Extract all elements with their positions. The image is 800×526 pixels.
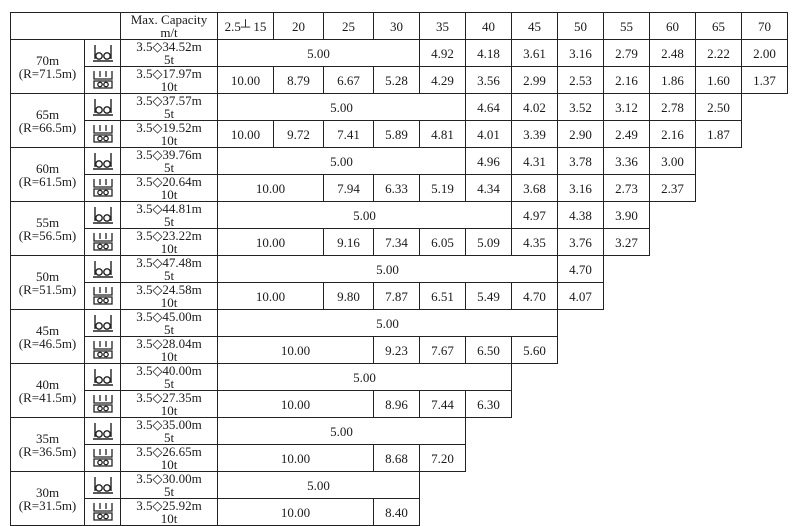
single-boom-icon: [91, 152, 115, 170]
load-row: [11, 283, 788, 310]
load-value-cell: 10.00: [218, 391, 374, 418]
boom-length: 60m: [35, 160, 60, 176]
load-value-cell: 9.80: [324, 283, 374, 310]
radius-header-5: 35: [420, 13, 466, 40]
double-hook-icon: [91, 232, 115, 252]
load-row: [11, 229, 788, 256]
double-hook-symbol: [85, 499, 121, 526]
load-value-cell: 8.96: [374, 391, 420, 418]
empty-area: [466, 418, 788, 445]
load-value-cell: 4.81: [420, 121, 466, 148]
boom-length-cell: [11, 256, 85, 310]
load-value-cell: 4.31: [512, 148, 558, 175]
load-value-cell: 10.00: [218, 121, 274, 148]
load-value-cell: 1.37: [742, 67, 788, 94]
boom-length: 40m: [35, 376, 60, 392]
max-capacity-cell: [121, 364, 218, 391]
load-value-cell: 2.00: [742, 40, 788, 67]
empty-area: [650, 229, 788, 256]
max-capacity-load: 10t: [160, 241, 178, 256]
max-capacity-range: 3.5◇34.52m: [136, 39, 202, 54]
load-value-cell: 2.99: [512, 67, 558, 94]
empty-area: [696, 148, 788, 175]
empty-area: [650, 202, 788, 229]
load-chart-table: [10, 12, 788, 526]
load-value-cell: 4.02: [512, 94, 558, 121]
load-value-cell: 7.20: [420, 445, 466, 472]
load-value-cell: 6.50: [466, 337, 512, 364]
load-value-cell: 5.49: [466, 283, 512, 310]
max-capacity-range: 3.5◇47.48m: [136, 255, 202, 270]
double-hook-icon: [91, 70, 115, 90]
radius-header-6: 40: [466, 13, 512, 40]
single-boom-icon: [91, 476, 115, 494]
double-hook-icon: [91, 286, 115, 306]
load-value-cell: 3.56: [466, 67, 512, 94]
empty-area: [604, 256, 788, 283]
boom-radius: (R=71.5m): [18, 65, 77, 81]
max-capacity-range: 3.5◇30.00m: [136, 471, 202, 486]
load-row: [11, 175, 788, 202]
max-capacity-cell: [121, 202, 218, 229]
double-hook-symbol: [85, 391, 121, 418]
max-capacity-range: 3.5◇45.00m: [136, 309, 202, 324]
capacity-header: [121, 13, 218, 40]
max-capacity-load: 10t: [160, 349, 178, 364]
boom-length-cell: [11, 310, 85, 364]
load-value-cell: 1.87: [696, 121, 742, 148]
load-value-cell: 2.73: [604, 175, 650, 202]
load-row: [11, 256, 788, 283]
capacity-label: Max. Capacity: [130, 12, 208, 27]
capacity-unit: m/t: [160, 25, 178, 40]
max-capacity-cell: [121, 94, 218, 121]
max-capacity-cell: [121, 256, 218, 283]
double-hook-symbol: [85, 67, 121, 94]
double-hook-icon: [91, 124, 115, 144]
empty-area: [466, 445, 788, 472]
empty-area: [742, 121, 788, 148]
load-value-cell: 7.34: [374, 229, 420, 256]
load-value-cell: 4.96: [466, 148, 512, 175]
load-value-cell: 2.16: [650, 121, 696, 148]
load-row: [11, 202, 788, 229]
load-value-cell: 2.90: [558, 121, 604, 148]
load-value-cell: 5.28: [374, 67, 420, 94]
load-value-cell: 5.89: [374, 121, 420, 148]
load-value-cell: 10.00: [218, 67, 274, 94]
empty-area: [558, 337, 788, 364]
load-value-cell: 4.07: [558, 283, 604, 310]
boom-radius: (R=36.5m): [18, 443, 77, 459]
load-value-cell: 8.79: [274, 67, 324, 94]
load-row: [11, 499, 788, 526]
load-value-cell: 3.61: [512, 40, 558, 67]
single-boom-icon: [91, 422, 115, 440]
load-value-cell: 3.68: [512, 175, 558, 202]
radius-header-10: 60: [650, 13, 696, 40]
load-value-cell: 2.50: [696, 94, 742, 121]
load-value-cell: 2.37: [650, 175, 696, 202]
load-value-cell: 5.00: [218, 94, 466, 121]
max-capacity-range: 3.5◇39.76m: [136, 147, 202, 162]
boom-length-cell: [11, 148, 85, 202]
load-value-cell: 4.70: [558, 256, 604, 283]
load-value-cell: 5.60: [512, 337, 558, 364]
single-boom-symbol: [85, 256, 121, 283]
load-value-cell: 5.00: [218, 202, 512, 229]
load-value-cell: 10.00: [218, 337, 374, 364]
chart-body: [11, 40, 788, 526]
max-capacity-range: 3.5◇17.97m: [136, 66, 202, 81]
empty-area: [420, 499, 788, 526]
max-capacity-range: 3.5◇23.22m: [136, 228, 202, 243]
boom-radius: (R=66.5m): [18, 119, 77, 135]
load-value-cell: 5.00: [218, 310, 558, 337]
load-value-cell: 2.49: [604, 121, 650, 148]
max-capacity-range: 3.5◇26.65m: [136, 444, 202, 459]
load-value-cell: 7.41: [324, 121, 374, 148]
single-boom-symbol: [85, 40, 121, 67]
max-capacity-load: 10t: [160, 295, 178, 310]
single-boom-icon: [91, 368, 115, 386]
max-capacity-load: 10t: [160, 187, 178, 202]
load-row: [11, 310, 788, 337]
single-boom-icon: [91, 98, 115, 116]
load-value-cell: 3.78: [558, 148, 604, 175]
load-row: [11, 94, 788, 121]
load-value-cell: 10.00: [218, 445, 374, 472]
radius-header-8: 50: [558, 13, 604, 40]
single-boom-symbol: [85, 94, 121, 121]
load-value-cell: 2.53: [558, 67, 604, 94]
max-capacity-range: 3.5◇20.64m: [136, 174, 202, 189]
boom-length: 35m: [35, 430, 60, 446]
empty-area: [604, 283, 788, 310]
radius-header-3: 25: [324, 13, 374, 40]
load-value-cell: 5.00: [218, 364, 512, 391]
boom-length: 65m: [35, 106, 60, 122]
max-capacity-cell: [121, 391, 218, 418]
double-hook-symbol: [85, 445, 121, 472]
load-value-cell: 5.09: [466, 229, 512, 256]
load-row: [11, 364, 788, 391]
load-value-cell: 7.44: [420, 391, 466, 418]
load-value-cell: 10.00: [218, 283, 324, 310]
max-capacity-range: 3.5◇25.92m: [136, 498, 202, 513]
load-value-cell: 3.27: [604, 229, 650, 256]
max-capacity-cell: [121, 148, 218, 175]
radius-header-12: 70: [742, 13, 788, 40]
radius-header-9: 55: [604, 13, 650, 40]
max-capacity-cell: [121, 40, 218, 67]
load-value-cell: 9.72: [274, 121, 324, 148]
radius-header-11: 65: [696, 13, 742, 40]
empty-area: [696, 175, 788, 202]
load-value-cell: 3.39: [512, 121, 558, 148]
boom-radius: (R=46.5m): [18, 335, 77, 351]
load-row: [11, 40, 788, 67]
load-chart: [10, 12, 788, 526]
load-value-cell: 4.29: [420, 67, 466, 94]
load-value-cell: 4.35: [512, 229, 558, 256]
load-value-cell: 8.40: [374, 499, 420, 526]
max-capacity-load: 5t: [163, 430, 175, 445]
max-capacity-cell: [121, 472, 218, 499]
load-value-cell: 4.01: [466, 121, 512, 148]
max-capacity-cell: [121, 310, 218, 337]
radius-header-1: 2.5┴ 15: [218, 13, 274, 40]
max-capacity-load: 5t: [163, 322, 175, 337]
load-value-cell: 5.19: [420, 175, 466, 202]
load-value-cell: 5.00: [218, 418, 466, 445]
load-value-cell: 2.79: [604, 40, 650, 67]
load-value-cell: 8.68: [374, 445, 420, 472]
load-row: [11, 337, 788, 364]
load-value-cell: 4.70: [512, 283, 558, 310]
max-capacity-load: 10t: [160, 457, 178, 472]
load-value-cell: 7.67: [420, 337, 466, 364]
empty-area: [420, 472, 788, 499]
load-value-cell: 2.48: [650, 40, 696, 67]
max-capacity-load: 5t: [163, 52, 175, 67]
max-capacity-load: 5t: [163, 160, 175, 175]
single-boom-symbol: [85, 418, 121, 445]
load-value-cell: 4.97: [512, 202, 558, 229]
empty-area: [512, 364, 788, 391]
boom-length: 30m: [35, 484, 60, 500]
radius-header-4: 30: [374, 13, 420, 40]
empty-area: [742, 94, 788, 121]
load-value-cell: 3.16: [558, 175, 604, 202]
load-row: [11, 472, 788, 499]
max-capacity-load: 10t: [160, 511, 178, 526]
max-capacity-load: 5t: [163, 484, 175, 499]
single-boom-icon: [91, 314, 115, 332]
max-capacity-cell: [121, 283, 218, 310]
load-value-cell: 6.51: [420, 283, 466, 310]
load-value-cell: 3.90: [604, 202, 650, 229]
max-capacity-range: 3.5◇37.57m: [136, 93, 202, 108]
empty-area: [512, 391, 788, 418]
max-capacity-range: 3.5◇19.52m: [136, 120, 202, 135]
double-hook-icon: [91, 448, 115, 468]
load-value-cell: 4.38: [558, 202, 604, 229]
max-capacity-range: 3.5◇27.35m: [136, 390, 202, 405]
max-capacity-load: 10t: [160, 79, 178, 94]
max-capacity-load: 5t: [163, 268, 175, 283]
single-boom-symbol: [85, 202, 121, 229]
load-value-cell: 1.60: [696, 67, 742, 94]
load-value-cell: 4.34: [466, 175, 512, 202]
load-value-cell: 9.16: [324, 229, 374, 256]
max-capacity-cell: [121, 499, 218, 526]
load-value-cell: 4.18: [466, 40, 512, 67]
max-capacity-range: 3.5◇40.00m: [136, 363, 202, 378]
load-row: [11, 445, 788, 472]
double-hook-symbol: [85, 283, 121, 310]
load-value-cell: 1.86: [650, 67, 696, 94]
max-capacity-cell: [121, 67, 218, 94]
load-value-cell: 2.78: [650, 94, 696, 121]
boom-radius: (R=51.5m): [18, 281, 77, 297]
load-value-cell: 3.36: [604, 148, 650, 175]
max-capacity-range: 3.5◇28.04m: [136, 336, 202, 351]
load-value-cell: 5.00: [218, 472, 420, 499]
max-capacity-cell: [121, 121, 218, 148]
load-value-cell: 6.33: [374, 175, 420, 202]
corner-cell: [11, 13, 121, 40]
single-boom-symbol: [85, 472, 121, 499]
empty-area: [558, 310, 788, 337]
max-capacity-cell: [121, 175, 218, 202]
max-capacity-range: 3.5◇35.00m: [136, 417, 202, 432]
load-value-cell: 10.00: [218, 499, 374, 526]
load-row: [11, 418, 788, 445]
single-boom-symbol: [85, 364, 121, 391]
max-capacity-load: 5t: [163, 376, 175, 391]
max-capacity-load: 10t: [160, 403, 178, 418]
load-value-cell: 6.05: [420, 229, 466, 256]
load-row: [11, 391, 788, 418]
load-value-cell: 5.00: [218, 148, 466, 175]
boom-length: 45m: [35, 322, 60, 338]
load-row: [11, 121, 788, 148]
load-value-cell: 4.92: [420, 40, 466, 67]
load-value-cell: 10.00: [218, 229, 324, 256]
load-value-cell: 6.67: [324, 67, 374, 94]
single-boom-icon: [91, 206, 115, 224]
load-value-cell: 7.94: [324, 175, 374, 202]
max-capacity-range: 3.5◇24.58m: [136, 282, 202, 297]
boom-length-cell: [11, 202, 85, 256]
load-value-cell: 5.00: [218, 40, 420, 67]
load-value-cell: 9.23: [374, 337, 420, 364]
max-capacity-load: 5t: [163, 214, 175, 229]
boom-length-cell: [11, 40, 85, 94]
load-value-cell: 4.64: [466, 94, 512, 121]
double-hook-symbol: [85, 175, 121, 202]
boom-radius: (R=56.5m): [18, 227, 77, 243]
load-value-cell: 7.87: [374, 283, 420, 310]
radius-header-2: 20: [274, 13, 324, 40]
max-capacity-cell: [121, 445, 218, 472]
boom-length: 70m: [35, 52, 60, 68]
radius-header-7: 45: [512, 13, 558, 40]
load-value-cell: 3.16: [558, 40, 604, 67]
max-capacity-cell: [121, 418, 218, 445]
boom-radius: (R=41.5m): [18, 389, 77, 405]
load-row: [11, 67, 788, 94]
load-row: [11, 148, 788, 175]
header-row: [11, 13, 788, 40]
boom-length-cell: [11, 418, 85, 472]
boom-length-cell: [11, 94, 85, 148]
max-capacity-range: 3.5◇44.81m: [136, 201, 202, 216]
single-boom-icon: [91, 44, 115, 62]
boom-radius: (R=31.5m): [18, 497, 77, 513]
boom-length-cell: [11, 364, 85, 418]
boom-length: 55m: [35, 214, 60, 230]
boom-radius: (R=61.5m): [18, 173, 77, 189]
double-hook-icon: [91, 394, 115, 414]
max-capacity-load: 5t: [163, 106, 175, 121]
max-capacity-cell: [121, 229, 218, 256]
double-hook-icon: [91, 340, 115, 360]
load-value-cell: 3.00: [650, 148, 696, 175]
single-boom-icon: [91, 260, 115, 278]
max-capacity-load: 10t: [160, 133, 178, 148]
load-value-cell: 5.00: [218, 256, 558, 283]
max-capacity-cell: [121, 337, 218, 364]
double-hook-icon: [91, 178, 115, 198]
double-hook-symbol: [85, 229, 121, 256]
single-boom-symbol: [85, 310, 121, 337]
boom-length: 50m: [35, 268, 60, 284]
load-value-cell: 3.52: [558, 94, 604, 121]
load-value-cell: 2.16: [604, 67, 650, 94]
load-value-cell: 3.76: [558, 229, 604, 256]
load-value-cell: 10.00: [218, 175, 324, 202]
load-value-cell: 3.12: [604, 94, 650, 121]
load-value-cell: 2.22: [696, 40, 742, 67]
double-hook-symbol: [85, 121, 121, 148]
single-boom-symbol: [85, 148, 121, 175]
double-hook-symbol: [85, 337, 121, 364]
double-hook-icon: [91, 502, 115, 522]
load-value-cell: 6.30: [466, 391, 512, 418]
